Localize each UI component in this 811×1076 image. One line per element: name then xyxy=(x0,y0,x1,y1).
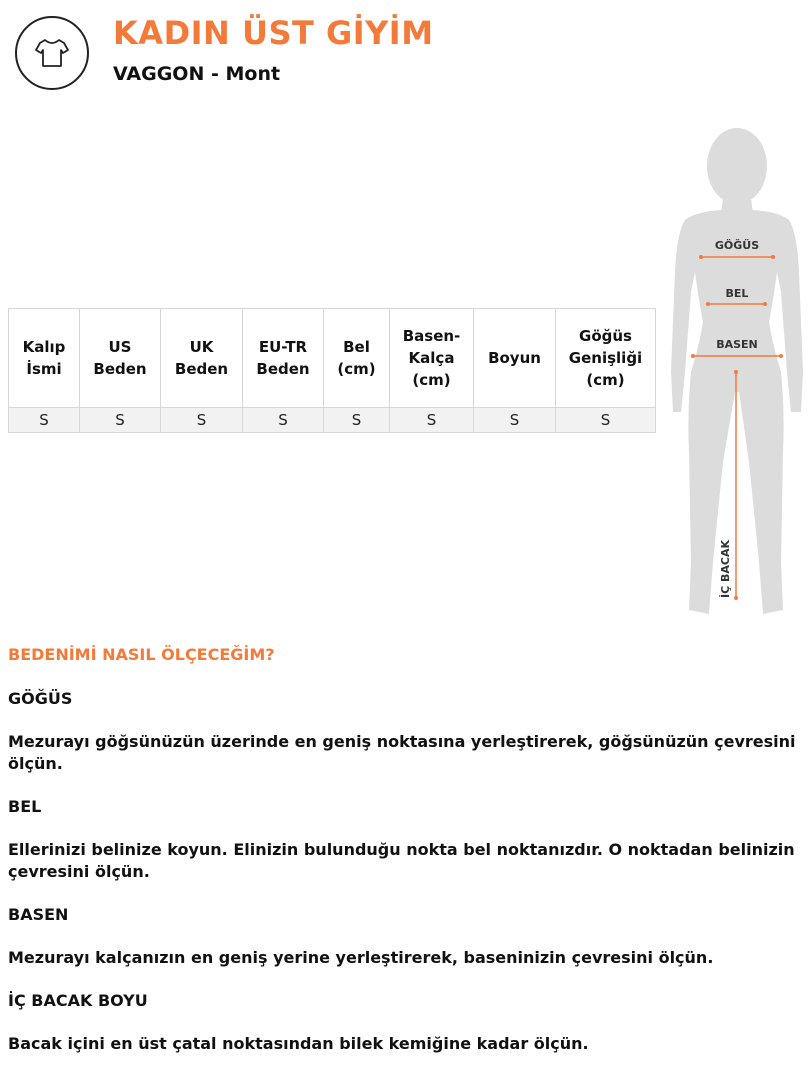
guide-heading-hip: BASEN xyxy=(8,905,69,924)
column-header xyxy=(161,309,243,408)
guide-heading-chest: GÖĞÜS xyxy=(8,689,73,708)
table-cell: S xyxy=(474,408,556,433)
table-cell: S xyxy=(9,408,80,433)
guide-text-chest: Mezurayı göğsünüzün üzerinde en geniş noktasına yerleştirerek, göğsünüzün çevresini ölçün. xyxy=(8,732,796,773)
guide-title: BEDENİMİ NASIL ÖLÇECEĞİM? xyxy=(8,645,275,664)
column-header xyxy=(80,309,161,408)
table-cell: S xyxy=(243,408,324,433)
column-header-line: (cm) xyxy=(337,360,376,378)
column-header xyxy=(9,309,80,408)
hip-label: BASEN xyxy=(716,338,758,351)
column-header-line: (cm) xyxy=(412,371,451,389)
column-header-line: İsmi xyxy=(26,360,62,378)
table-cell: S xyxy=(556,408,656,433)
table-cell: S xyxy=(161,408,243,433)
table-row xyxy=(9,408,656,433)
column-header-line: Bel xyxy=(343,338,370,356)
column-header-line: Beden xyxy=(93,360,147,378)
column-header-line: US xyxy=(108,338,132,356)
column-header-line: Genişliği xyxy=(568,349,643,367)
chest-label: GÖĞÜS xyxy=(714,239,760,252)
page-title: KADIN ÜST GİYİM xyxy=(113,14,434,52)
body-measurement-figure xyxy=(665,122,811,622)
tshirt-icon xyxy=(15,16,89,90)
column-header-line: (cm) xyxy=(586,371,625,389)
column-header xyxy=(556,309,656,408)
column-header-line: UK xyxy=(189,338,214,356)
guide-heading-inseam: İÇ BACAK BOYU xyxy=(8,991,148,1010)
column-header-line: Kalça xyxy=(408,349,455,367)
guide-heading-waist: BEL xyxy=(8,797,42,816)
guide-text-hip: Mezurayı kalçanızın en geniş yerine yerleştirerek, baseninizin çevresini ölçün. xyxy=(8,948,714,967)
column-header xyxy=(324,309,390,408)
column-header-line: EU-TR xyxy=(258,338,308,356)
table-cell: S xyxy=(80,408,161,433)
column-header-line: Beden xyxy=(174,360,229,378)
product-subtitle: VAGGON - Mont xyxy=(113,63,281,85)
column-header-line: Basen- xyxy=(402,327,461,345)
measurement-guide xyxy=(8,644,803,1076)
guide-text-waist: Ellerinizi belinize koyun. Elinizin bulunduğu nokta bel noktanızdır. O noktadan belinizin çevresini ölçün. xyxy=(8,840,795,881)
tshirt-icon-graphic xyxy=(32,33,72,73)
column-header-line: Beden xyxy=(256,360,310,378)
table-header-row xyxy=(9,309,656,408)
inseam-label: İÇ BACAK xyxy=(719,539,732,599)
guide-text-inseam: Bacak içini en üst çatal noktasından bilek kemiğine kadar ölçün. xyxy=(8,1034,589,1053)
column-header-line: Göğüs xyxy=(579,327,632,345)
waist-label: BEL xyxy=(725,287,749,300)
column-header-line: Boyun xyxy=(488,349,541,367)
column-header xyxy=(390,309,474,408)
column-header xyxy=(243,309,324,408)
column-header xyxy=(474,309,556,408)
size-table xyxy=(8,308,656,433)
table-cell: S xyxy=(390,408,474,433)
table-cell: S xyxy=(324,408,390,433)
column-header-line: Kalıp xyxy=(22,338,66,356)
